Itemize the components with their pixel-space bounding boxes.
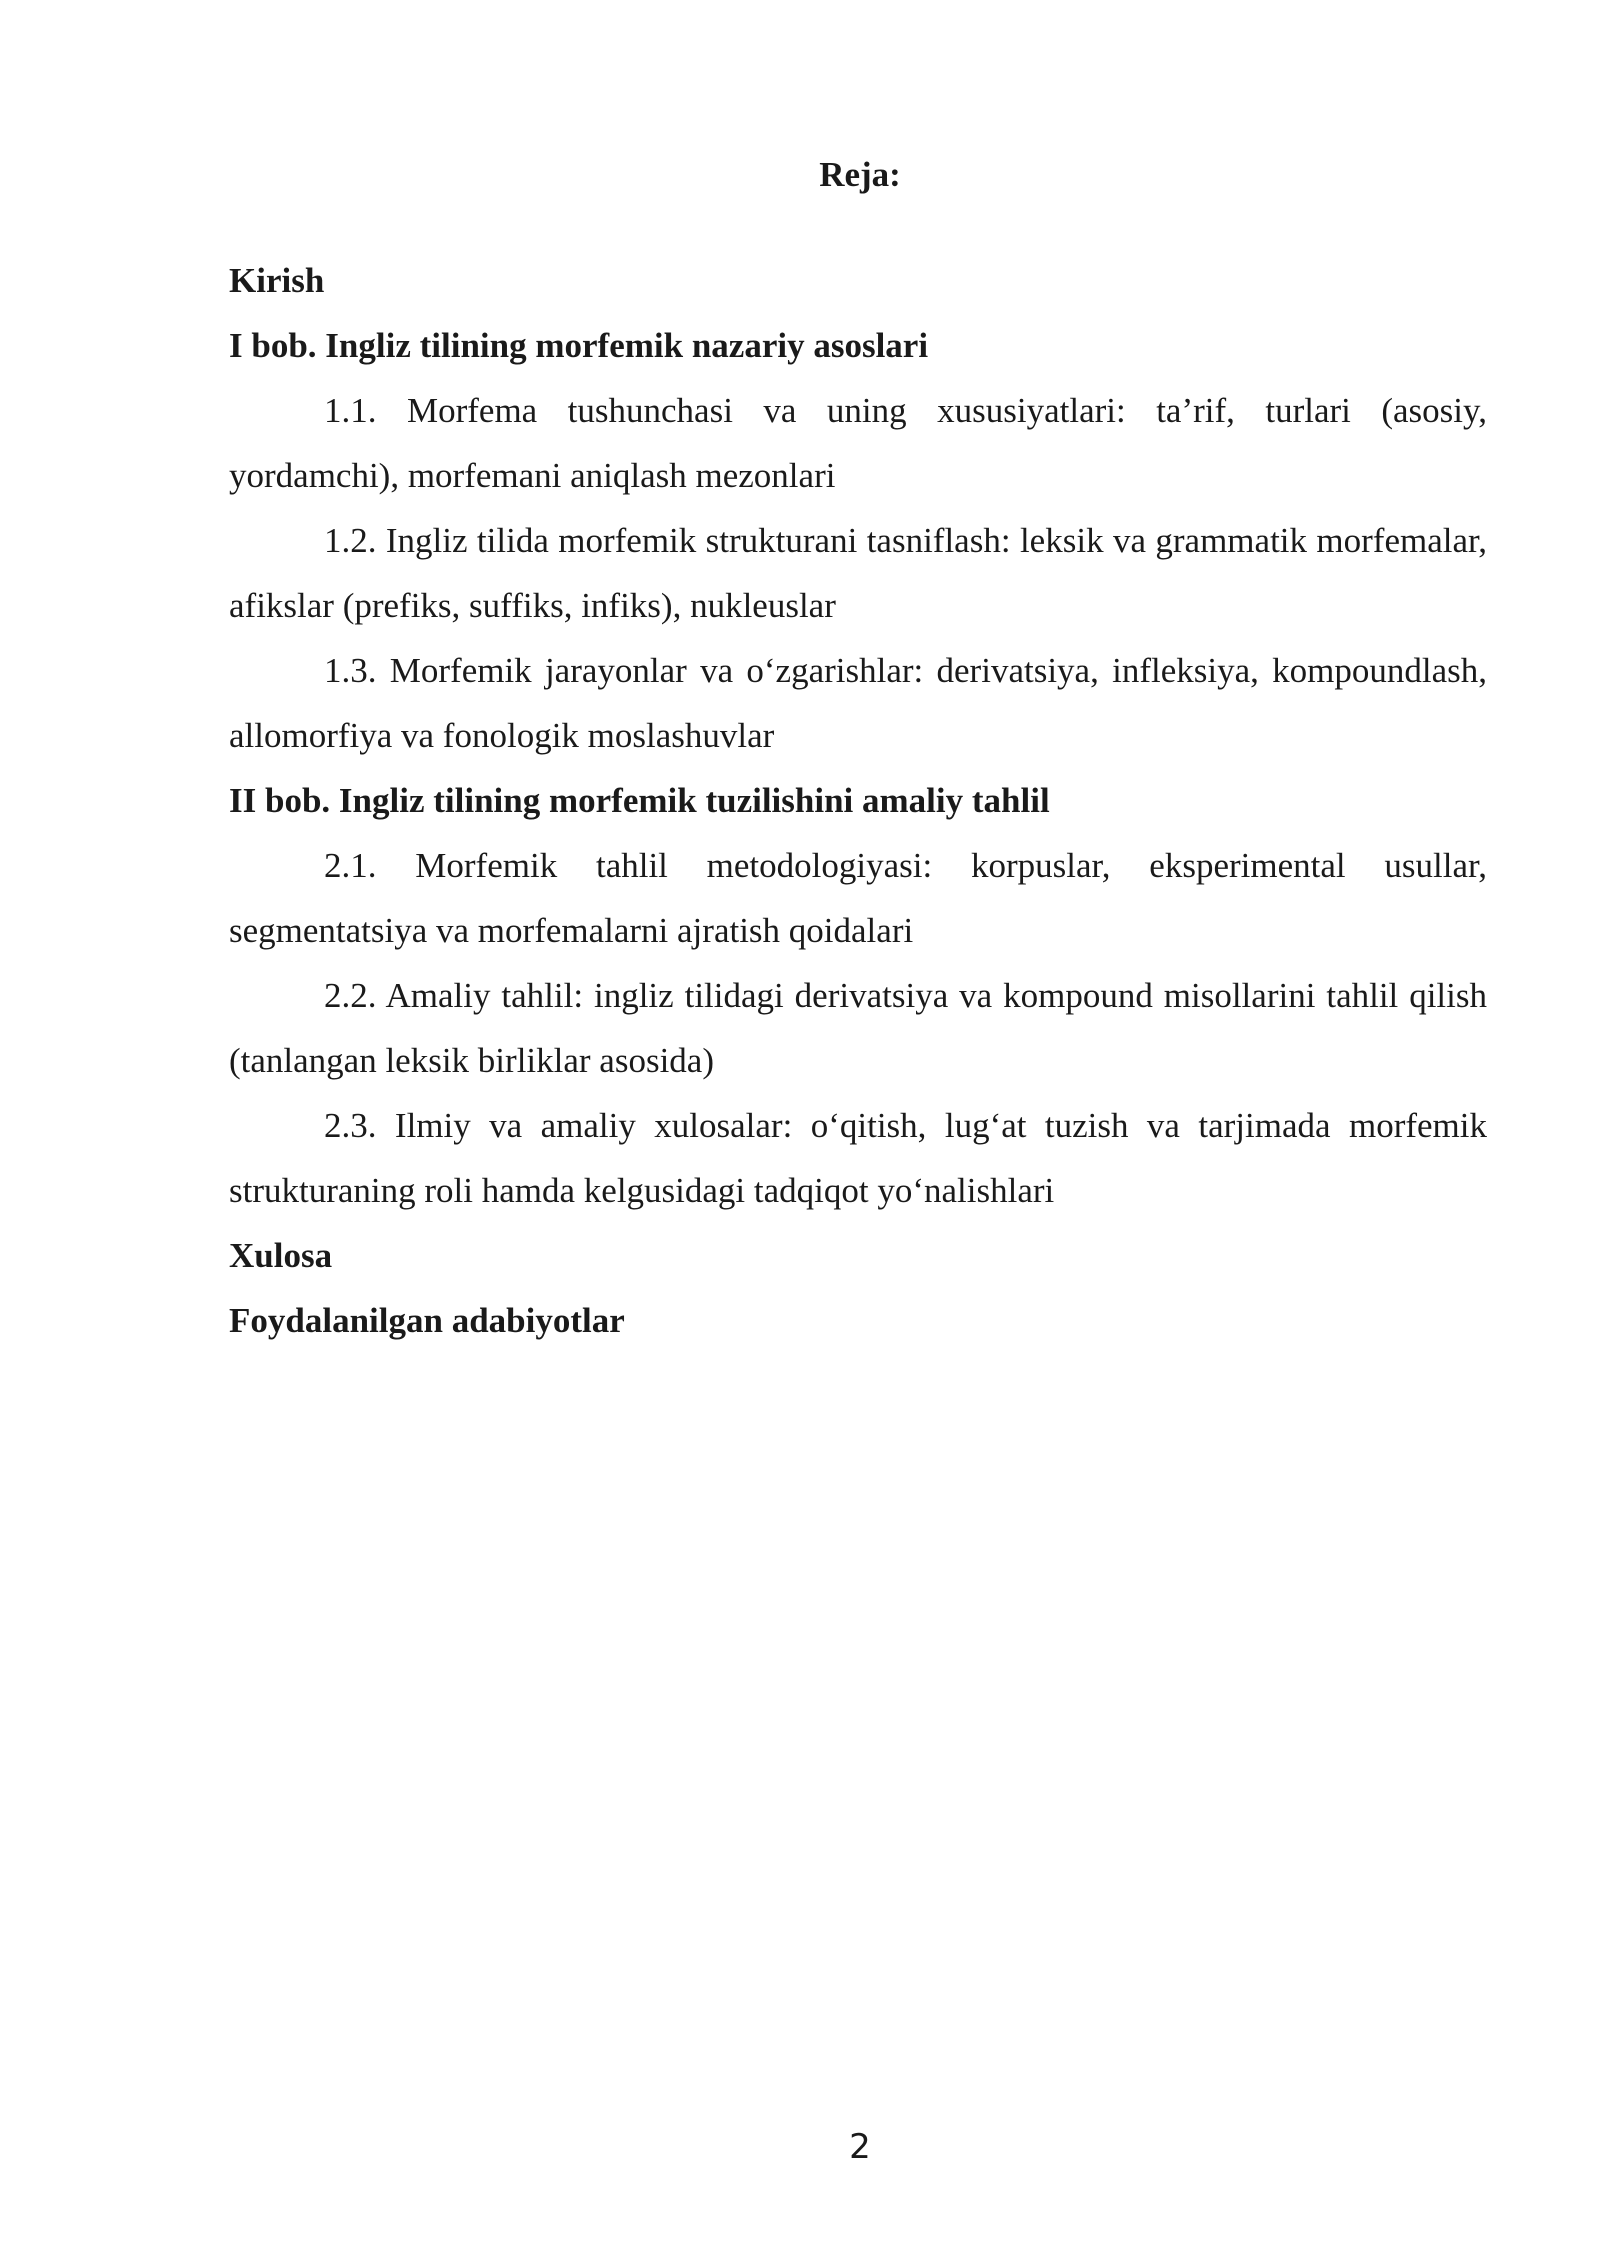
page-number: 2 xyxy=(849,2127,871,2167)
toc-section-2-3: 2.3. Ilmiy va amaliy xulosalar: o‘qitish, lug‘at tuzish va tarjimada morfemik strukturaning roli hamda kelgusidagi tadqiqot yo‘nalishlari xyxy=(229,1106,1487,1210)
toc-section-2-2: 2.2. Amaliy tahlil: ingliz tilidagi derivatsiya va kompound misollarini tahlil qilish (tanlangan leksik birliklar asosida) xyxy=(229,976,1487,1080)
toc-section-1-3: 1.3. Morfemik jarayonlar va o‘zgarishlar: derivatsiya, infleksiya, kompoundlash, allomorfiya va fonologik moslashuvlar xyxy=(229,651,1487,755)
table-of-contents xyxy=(229,248,1487,1353)
page-title: Reja: xyxy=(819,155,901,194)
toc-heading-references: Foydalanilgan adabiyotlar xyxy=(229,1301,625,1340)
toc-section-1-1: 1.1. Morfema tushunchasi va uning xususiyatlari: ta’rif, turlari (asosiy, yordamchi), morfemani aniqlash mezonlari xyxy=(229,391,1487,495)
toc-section-1-2: 1.2. Ingliz tilida morfemik strukturani tasniflash: leksik va grammatik morfemalar, afikslar (prefiks, suffiks, infiks), nukleuslar xyxy=(229,521,1487,625)
toc-section-2-1: 2.1. Morfemik tahlil metodologiyasi: korpuslar, eksperimental usullar, segmentatsiya va morfemalarni ajratish qoidalari xyxy=(229,846,1487,950)
toc-heading-xulosa: Xulosa xyxy=(229,1236,333,1275)
toc-heading-chapter-1: I bob. Ingliz tilining morfemik nazariy asoslari xyxy=(229,326,929,365)
toc-heading-chapter-2: II bob. Ingliz tilining morfemik tuzilishini amaliy tahlil xyxy=(229,781,1050,820)
toc-heading-kirish: Kirish xyxy=(229,261,325,300)
